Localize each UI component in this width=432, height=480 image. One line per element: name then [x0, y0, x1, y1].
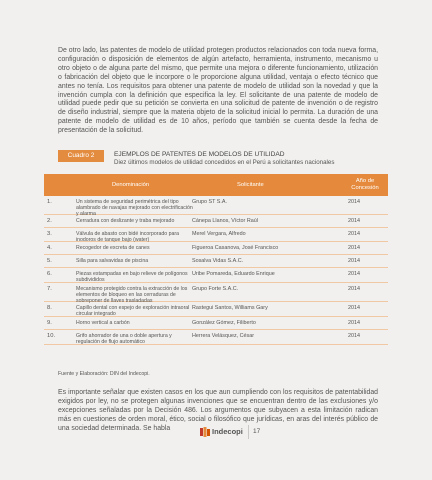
row-number: 8. [47, 305, 52, 311]
row-solicitante: Grupo Forte S.A.C. [192, 286, 239, 292]
table-subtitle: Diez últimos modelos de utilidad concedidos en el Perú a solicitantes nacionales [114, 159, 335, 166]
row-anio: 2014 [348, 320, 360, 326]
row-denominacion: Mecanismo protegido contra la extracción de los elementos de bloqueo en las cerraduras de sobreponer de llaves trasladadas [76, 286, 188, 304]
table-row [44, 283, 388, 302]
row-denominacion: Capillo dental con espejo de exploración intraoral circular integrado [76, 305, 190, 317]
row-denominacion: Cerradura con deslizante y traba mejorado [76, 218, 175, 224]
table-caption [58, 150, 388, 170]
row-solicitante: Uribe Pomareda, Eduardo Enrique [192, 271, 275, 277]
row-solicitante: Herrera Velásquez, César [192, 333, 255, 339]
row-denominacion: Grifo ahorrador de una o doble apertura y regulación de flujo automático [76, 333, 172, 345]
row-solicitante: Cánepa Llanos, Víctor Raúl [192, 218, 258, 224]
row-number: 7. [47, 286, 52, 292]
row-denominacion: Válvula de abasto con bidé incorporado para inodoros de tanque bajo (water) [76, 231, 179, 243]
header-solicitante: Solicitante [237, 182, 264, 188]
table-row [44, 228, 388, 242]
page-number: 17 [253, 428, 261, 435]
footer-divider [248, 425, 249, 439]
row-number: 10. [47, 333, 56, 339]
header-denominacion: Denominación [112, 182, 150, 188]
header-anio: Año de Concesión [351, 178, 379, 191]
row-anio: 2014 [348, 271, 360, 277]
row-denominacion: Silla para salvavidas de piscina [76, 258, 149, 264]
row-anio: 2014 [348, 258, 360, 264]
closing-paragraph: Es importante señalar que existen casos en los que aun cumpliendo con los requisitos de patentabilidad exigidos por ley, no se protegen algunas invenciones que se encuentran dentro de las exclusiones y/o excepciones señaladas por la Decisión 486. Los argumentos que subyacen a esta limitación radican más en cuestiones de orden moral, ético, social o filosófico que jurídicas, en aras del interés público de una sociedad determinada. Se habla [58, 389, 378, 432]
row-anio: 2014 [348, 286, 360, 292]
row-solicitante: Rastegui Santos, Williams Gary [192, 305, 268, 311]
row-anio: 2014 [348, 231, 360, 237]
row-anio: 2014 [348, 245, 360, 251]
row-denominacion: Un sistema de seguridad perimétrica del tipo alambrado de navajas mejorado con electrificación y alarma [76, 199, 193, 217]
table-source: Fuente y Elaboración: DIN del Indecopi. [58, 371, 150, 377]
row-number: 3. [47, 231, 52, 237]
row-anio: 2014 [348, 305, 360, 311]
row-solicitante: Merel Vergara, Alfredo [192, 231, 246, 237]
table-row [44, 302, 388, 317]
tag-underline [58, 161, 104, 162]
table-title: EJEMPLOS DE PATENTES DE MODELOS DE UTILIDAD [114, 151, 285, 158]
cuadro-tag: Cuadro 2 [58, 150, 104, 161]
row-anio: 2014 [348, 218, 360, 224]
row-anio: 2014 [348, 199, 360, 205]
row-number: 4. [47, 245, 52, 251]
row-solicitante: Figueroa Casanova, José Francisco [192, 245, 279, 251]
row-number: 6. [47, 271, 52, 277]
table-row [44, 215, 388, 228]
row-solicitante: Grupo ST S.A. [192, 199, 227, 205]
table-header [44, 174, 388, 196]
table-body [44, 196, 388, 345]
table-row [44, 268, 388, 283]
row-number: 9. [47, 320, 52, 326]
table-row [44, 242, 388, 255]
footer-logo-text: Indecopi [212, 427, 243, 436]
table-row [44, 330, 388, 345]
row-solicitante: González Gómez, Filiberto [192, 320, 256, 326]
page-footer [200, 425, 270, 439]
table-row [44, 196, 388, 215]
row-number: 1. [47, 199, 52, 205]
row-solicitante: Sosalva Vidas S.A.C. [192, 258, 244, 264]
row-denominacion: Recogedor de excreta de canes [76, 245, 150, 251]
row-denominacion: Piezas estampadas en bajo relieve de polígonos subdivididos [76, 271, 188, 283]
table-row [44, 317, 388, 330]
intro-paragraph: De otro lado, las patentes de modelo de utilidad protegen productos relacionados con toda nueva forma, configuración o disposición de elementos de algún artefacto, herramienta, instrumento, mecanismo u otro objeto o de alguna parte del mismo, que permite una mejora o diferente funcionamiento, utilización o fabricación del objeto que le incorpore o le proporcione alguna utilidad, ventaja o efecto técnico que antes no tenía. Los requisitos para obtener una patente de modelo de utilidad son la novedad y que la invención cumpla con la definición que especifica la ley. El solicitante de una patente de modelo de utilidad puede pedir que su petición se convierta en una solicitud de patente de invención o de registro de diseño industrial, siempre que la materia objeto de la solicitud inicial lo permita. La duración de una patente de modelo de utilidad es de 10 años, período que también se cuenta desde la fecha de presentación de la solicitud. [58, 47, 378, 135]
row-anio: 2014 [348, 333, 360, 339]
indecopi-logo-icon [200, 427, 210, 437]
row-denominacion: Horno vertical a carbón [76, 320, 130, 326]
table-row [44, 255, 388, 268]
row-number: 2. [47, 218, 52, 224]
row-number: 5. [47, 258, 52, 264]
